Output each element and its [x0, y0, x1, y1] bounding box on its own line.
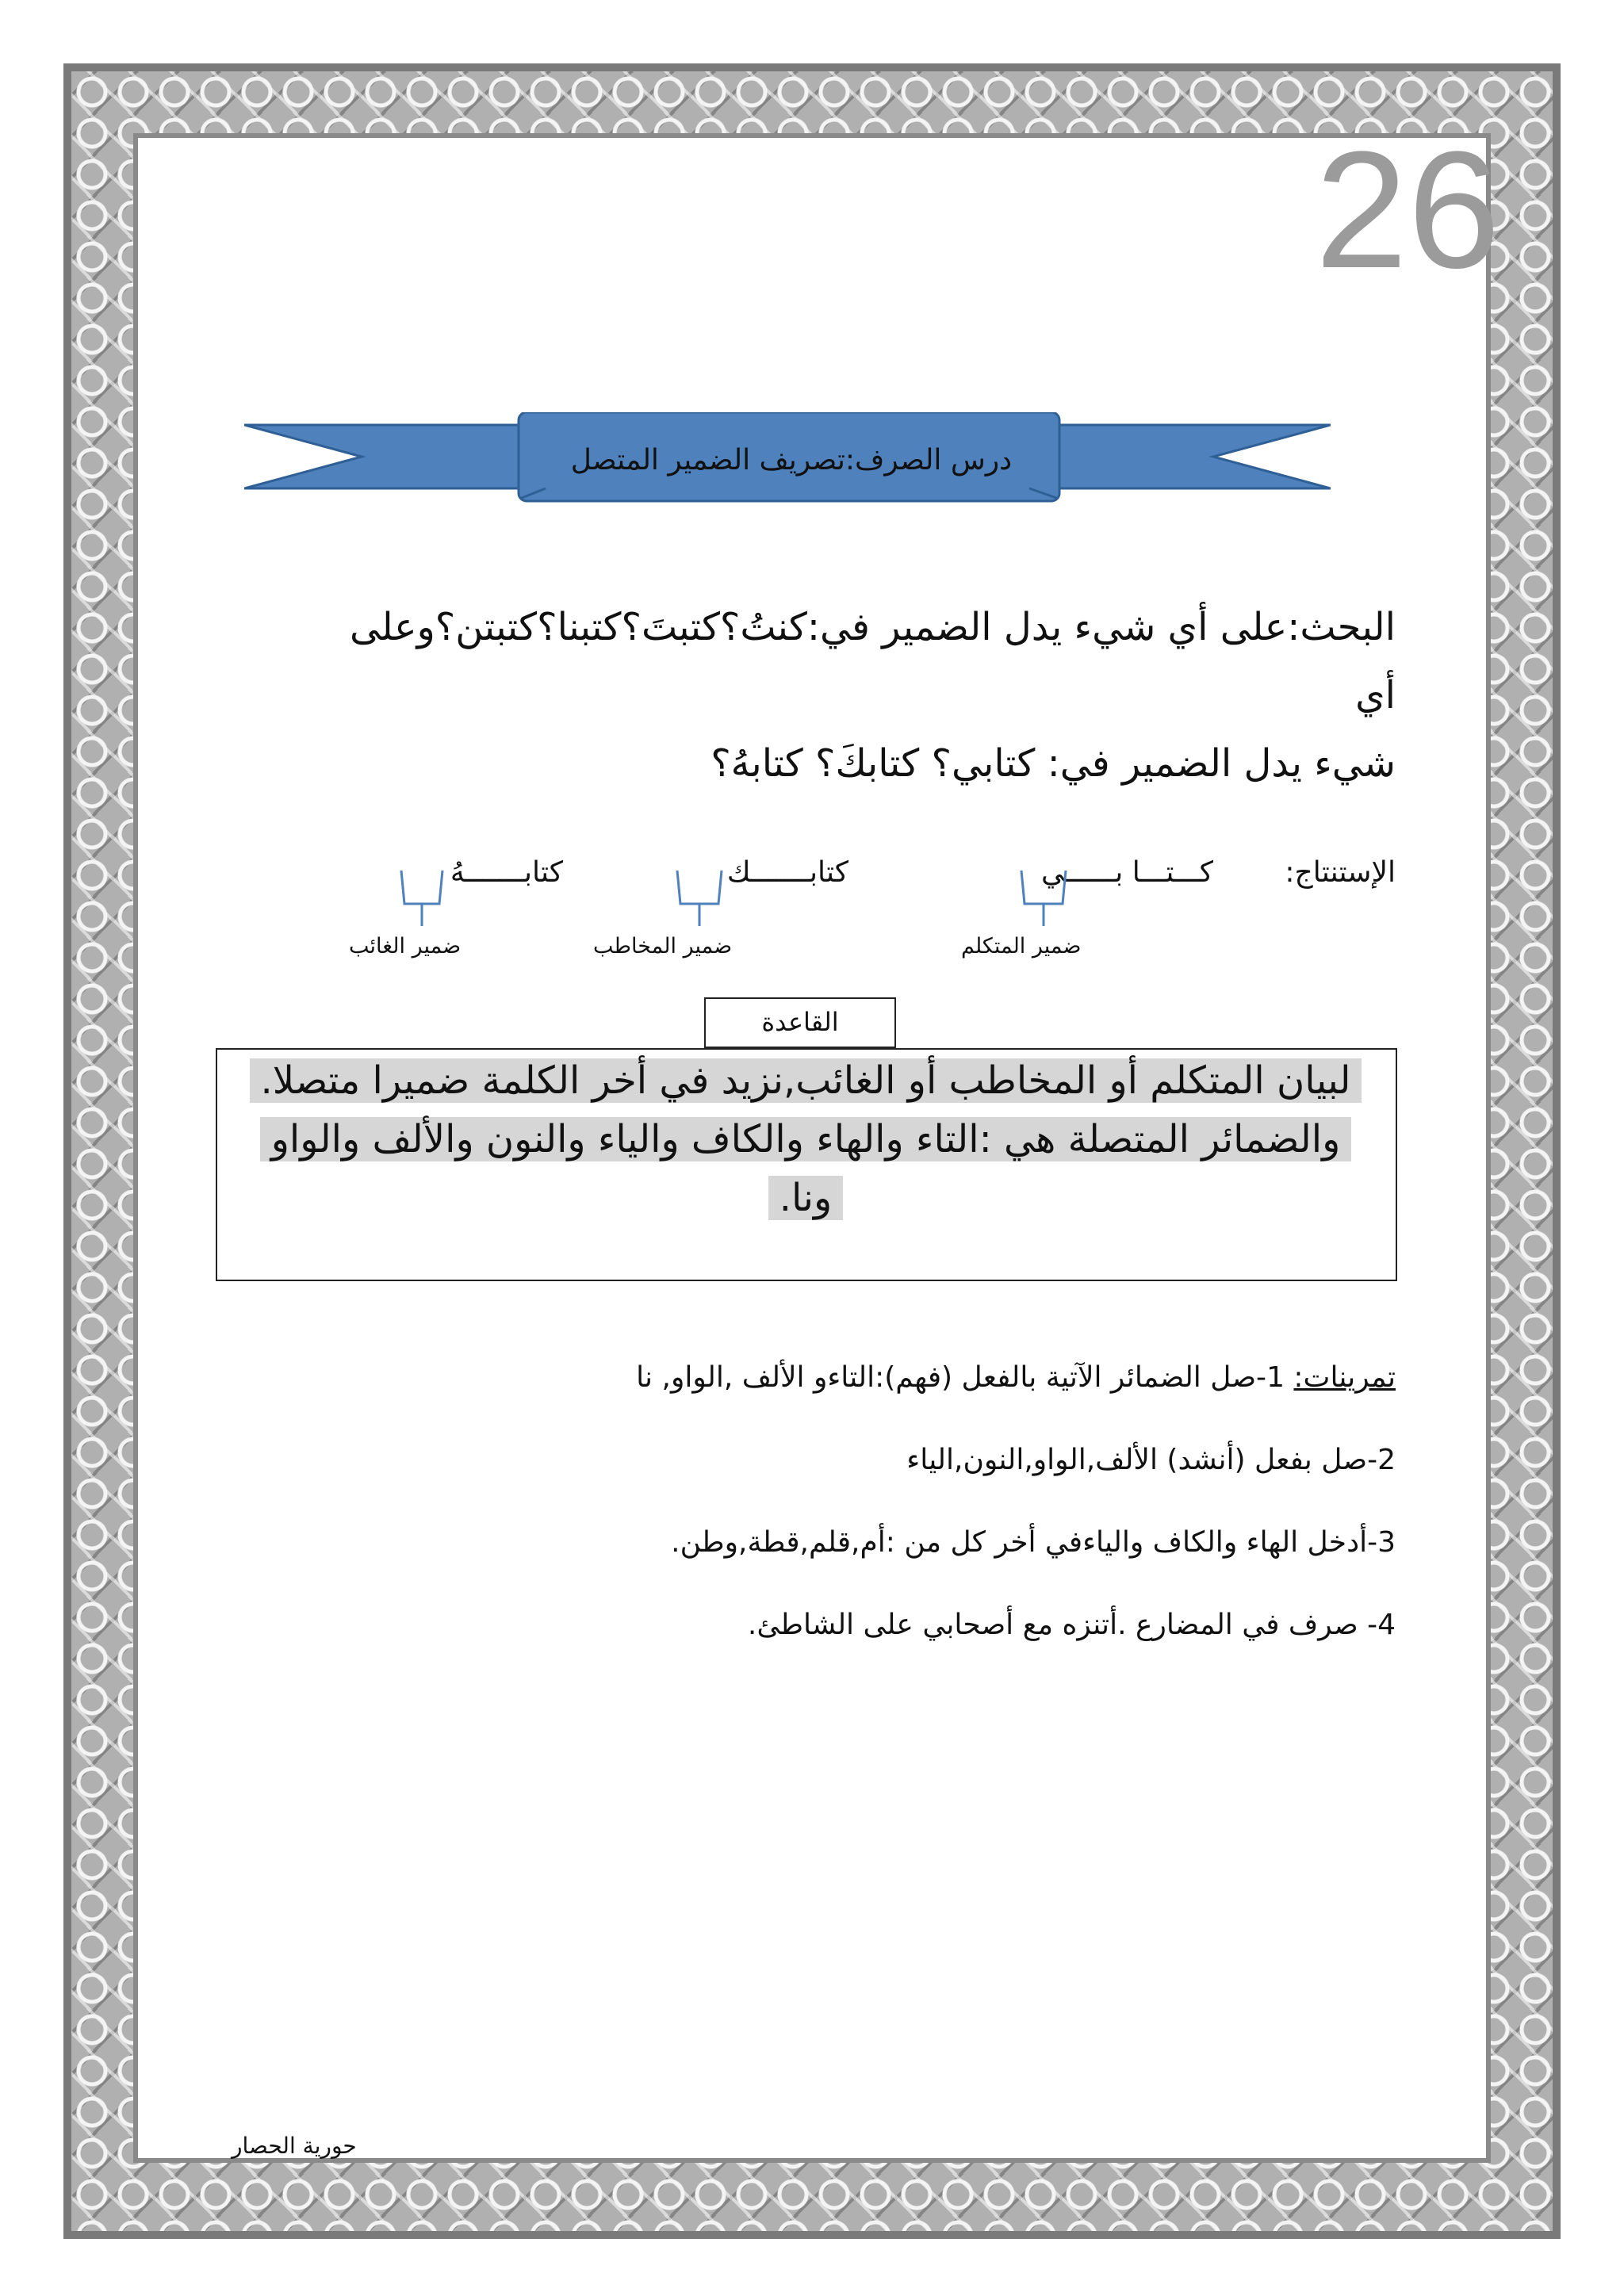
- exercise-2: 2-صل بفعل (أنشد) الألف,الواو,النون,الياء: [906, 1444, 1396, 1476]
- question-line-2: شيء يدل الضمير في: كتابي؟ كتابكَ؟ كتابهُ؟: [710, 741, 1396, 786]
- conclusion-label: الإستنتاج:: [1285, 856, 1396, 889]
- rule-label: القاعدة: [704, 997, 896, 1048]
- exercises-title: تمرينات:: [1293, 1361, 1396, 1394]
- exercise-3: 3-أدخل الهاء والكاف والياءفي أخر كل من :أم,قلم,قطة,وطن.: [671, 1526, 1396, 1559]
- word-kitabuk: كتابـــــــك: [726, 856, 848, 889]
- question-block: [301, 593, 1396, 798]
- exercises: [396, 1357, 1396, 1687]
- pronoun-addressee: ضمير المخاطب: [593, 934, 733, 959]
- conclusion-row: [238, 856, 1396, 904]
- lesson-title: درس الصرف:تصريف الضمير المتصل: [570, 444, 1013, 476]
- rule-text-wrap: [241, 1051, 1370, 1227]
- pronoun-speaker: ضمير المتكلم: [961, 934, 1082, 959]
- exercise-1: [396, 1357, 1396, 1399]
- pronoun-absent: ضمير الغائب: [349, 934, 462, 959]
- exercise-4: 4- صرف في المضارع .أتنزه مع أصحابي على الشاطئ.: [747, 1609, 1396, 1641]
- exercise-1-text: 1-صل الضمائر الآتية بالفعل (فهم):التاءو الألف ,الواو, نا: [636, 1361, 1294, 1394]
- word-kitabi: كـــتـــا بــــــي: [1040, 856, 1213, 889]
- author-name: حورية الحصار: [232, 2133, 357, 2159]
- rule-text: لبيان المتكلم أو المخاطب أو الغائب,نزيد في أخر الكلمة ضميرا متصلا. والضمائر المتصلة هي :التاء والهاء والكاف والياء والنون والألف والواو ونا.: [250, 1058, 1362, 1220]
- page-number: 26: [1315, 117, 1500, 303]
- rule-box: [216, 1048, 1397, 1281]
- word-kitabuh: كتابـــــــهُ: [450, 856, 563, 889]
- question-line-1: البحث:على أي شيء يدل الضمير في:كنتُ؟كتبتَ؟كتبنا؟كتبتن؟وعلى أي: [350, 605, 1396, 718]
- ribbon-left-tail: [244, 425, 546, 488]
- ribbon-right-tail: [1029, 425, 1331, 488]
